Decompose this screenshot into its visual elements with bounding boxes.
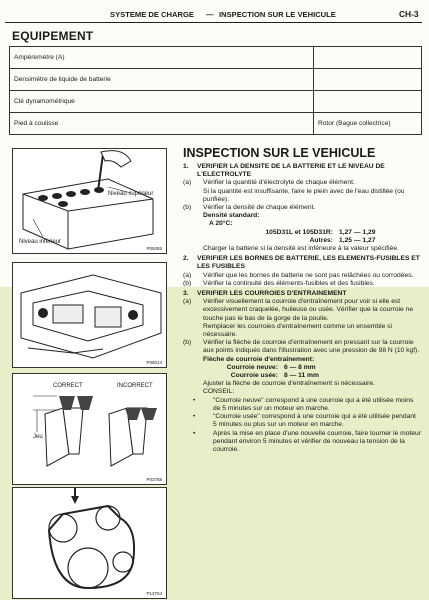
belt-routing-figure: [12, 487, 167, 599]
table-cell: [314, 91, 422, 113]
belt-fit-figure: [12, 373, 167, 485]
belt-routing-illustration: [13, 488, 166, 598]
step-item: (b) Vérifier la densité de chaque élément.: [183, 204, 316, 212]
table-cell: [314, 69, 422, 91]
clearance-label: Jeu: [33, 434, 43, 440]
section-heading: 3. VERIFIER LES COURROIES D'ENTRAINEMENT: [183, 290, 347, 298]
spec-row: Autres: 1,25 — 1,27: [309, 236, 376, 244]
table-cell: Clé dynamométrique: [10, 91, 314, 113]
table-row: [10, 113, 422, 135]
section-heading: 1. VERIFIER LA DENSITE DE LA BATTERIE ET LE NIVEAU DE L'ELECTROLYTE: [183, 163, 385, 179]
equipment-table: [9, 46, 422, 135]
table-cell: Densimètre de liquide de batterie: [10, 69, 314, 91]
engine-bay-illustration: [13, 263, 166, 367]
spec-row: Courroie neuve: 6 — 8 mm: [226, 363, 316, 371]
figure-code: P05055: [146, 246, 162, 251]
table-cell: Rotor (Bague collectrice): [314, 113, 422, 135]
spec-heading: Densité standard:: [203, 212, 260, 220]
table-row: [10, 69, 422, 91]
figure-code: P13704: [146, 591, 162, 596]
table-cell: Pied à coulisse: [10, 113, 314, 135]
spec-row: 105D31L et 105D31R: 1,27 — 1,29: [265, 228, 376, 236]
battery-electrolyte-figure: [12, 148, 167, 254]
upper-level-label: Niveau supérieur: [108, 191, 154, 197]
step-item: (b) Vérifier la flèche de courroie d'entraînement en pressant sur la courroie aux points indiqués dans l'illustration avec une pression de 98 N (10 kgf).: [183, 339, 420, 355]
note-text: Si la quantité est insuffisante, faire le plein avec de l'eau distillée (ou purifiée).: [203, 187, 405, 203]
battery-illustration: [13, 149, 166, 253]
figure-code: P03788: [146, 477, 162, 482]
step-item: (b) Vérifier la continuité des éléments-fusibles et des fusibles.: [183, 279, 375, 287]
list-item: • "Courroie neuve" correspond à une courroie qui a été utilisée moins de 5 minutes sur un moteur en marche.: [193, 396, 414, 412]
header-dash: —: [206, 10, 214, 19]
equipment-title: EQUIPEMENT: [12, 29, 94, 43]
header-subtitle: INSPECTION SUR LE VEHICULE: [219, 10, 336, 19]
note-text: Charger la batterie si la densité est inférieure à la valeur spécifiée.: [203, 245, 399, 253]
page-title: INSPECTION SUR LE VEHICULE: [183, 146, 376, 160]
advice-heading: CONSEIL:: [203, 388, 235, 396]
step-item: (a) Vérifier visuellement la courroie d'entraînement pour voir si elle est excessivement craquelée, huileuse ou usée. Vérifier que la courroie ne touche pas le bas de la gorge de la poulie.: [183, 298, 414, 322]
page-header: [0, 8, 429, 22]
table-row: [10, 91, 422, 113]
header-rule: [5, 22, 422, 23]
correct-label: CORRECT: [53, 383, 83, 389]
note-text: Ajuster la flèche de courroie d'entraînement si nécessaire.: [203, 380, 375, 388]
header-section: SYSTEME DE CHARGE: [110, 10, 194, 19]
spec-heading: Flèche de courroie d'entraînement:: [203, 355, 315, 363]
list-item: • Après la mise en place d'une nouvelle courroie, faire tourner le moteur pendant environ 5 minutes et vérifier de nouveau la tension de la courroie.: [193, 429, 421, 453]
spec-row: Courroie usée: 8 — 11 mm: [230, 372, 319, 380]
spec-temp: A 20°C:: [209, 220, 233, 228]
fuse-terminal-figure: [12, 262, 167, 368]
lower-level-label: Niveau inférieur: [19, 239, 62, 245]
step-item: (a) Vérifier la quantité d'électrolyte de chaque élément.: [183, 179, 355, 187]
belt-profile-illustration: [13, 374, 166, 484]
note-text: Remplacer les courroies d'entraînement comme un ensemble si nécessaire.: [203, 322, 392, 339]
table-cell: Ampèremètre (A): [10, 47, 314, 69]
table-cell: [314, 47, 422, 69]
figure-code: P05014: [146, 360, 162, 365]
incorrect-label: INCORRECT: [117, 383, 153, 389]
step-item: (a) Vérifier que les bornes de batterie ne sont pas relâchées ou corrodées.: [183, 271, 414, 279]
page-number: CH-3: [399, 9, 419, 19]
list-item: • "Courroie usée" correspond à une courroie qui a été utilisée pendant 5 minutes ou plus sur un moteur en marche.: [193, 413, 416, 429]
section-heading: 2. VERIFIER LES BORNES DE BATTERIE, LES ELEMENTS-FUSIBLES ET LES FUSIBLES: [183, 255, 420, 271]
inspection-text: [183, 146, 421, 454]
table-row: [10, 47, 422, 69]
